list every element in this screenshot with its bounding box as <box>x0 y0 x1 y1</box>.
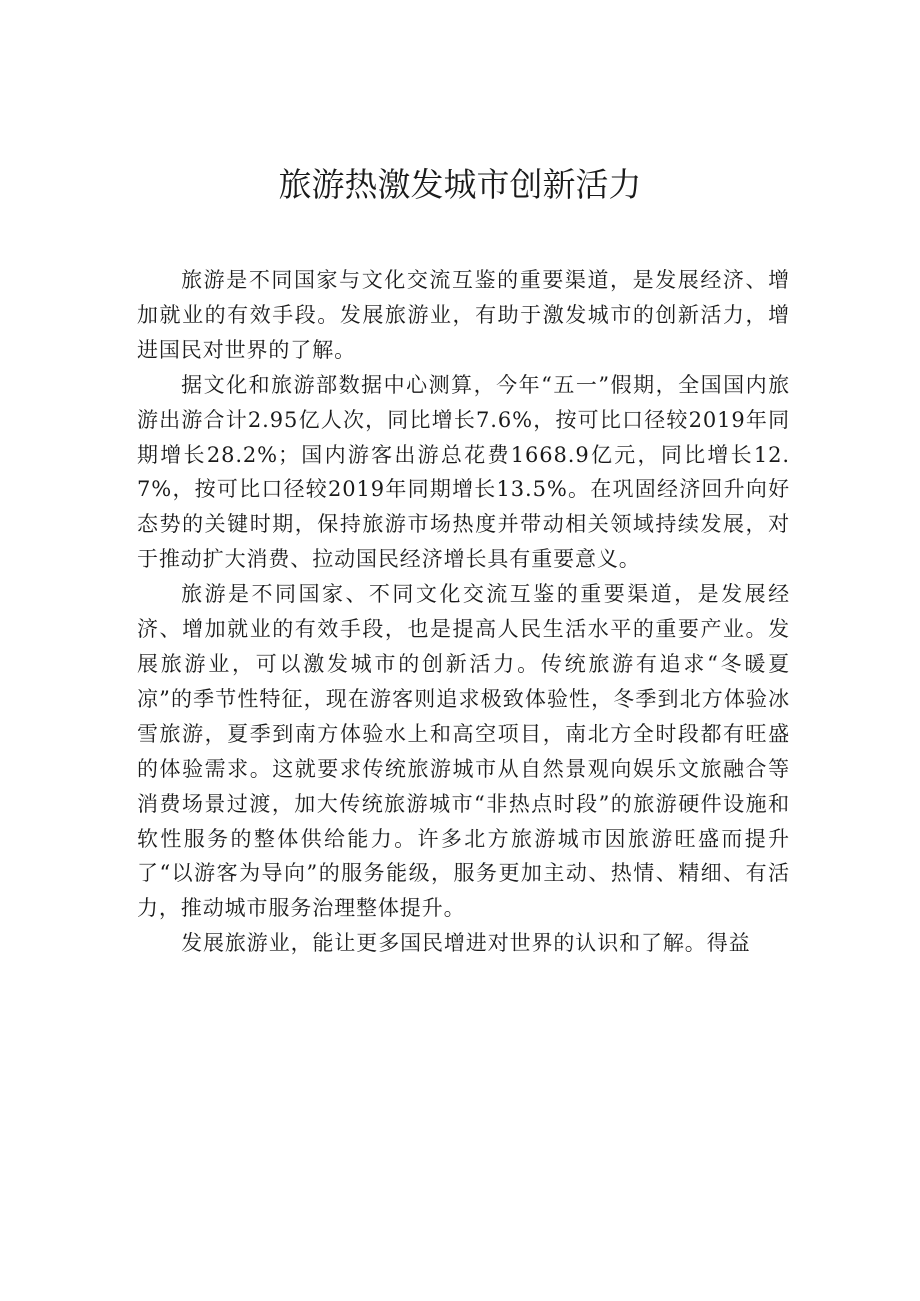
paragraph: 旅游是不同国家、不同文化交流互鉴的重要渠道，是发展经济、增加就业的有效手段，也是提高人民生活水平的重要产业。发展旅游业，可以激发城市的创新活力。传统旅游有追求“冬暖夏凉”的季节性特征，现在游客则追求极致体验性，冬季到北方体验冰雪旅游，夏季到南方体验水上和高空项目，南北方全时段都有旺盛的体验需求。这就要求传统旅游城市从自然景观向娱乐文旅融合等消费场景过渡，加大传统旅游城市“非热点时段”的旅游硬件设施和软性服务的整体供给能力。许多北方旅游城市因旅游旺盛而提升了“以游客为导向”的服务能级，服务更加主动、热情、精细、有活力，推动城市服务治理整体提升。 <box>137 582 790 921</box>
document-body <box>137 263 790 961</box>
document-title: 旅游热激发城市创新活力 <box>278 165 642 204</box>
paragraph: 发展旅游业，能让更多国民增进对世界的认识和了解。得益 <box>181 931 751 956</box>
paragraph: 旅游是不同国家与文化交流互鉴的重要渠道，是发展经济、增加就业的有效手段。发展旅游业，有助于激发城市的创新活力，增进国民对世界的了解。 <box>137 268 790 362</box>
paragraph: 据文化和旅游部数据中心测算，今年“五一”假期，全国国内旅游出游合计2.95亿人次，同比增长7.6%，按可比口径较2019年同期增长28.2%；国内游客出游总花费1668.9亿元，同比增长12.7%，按可比口径较2019年同期增长13.5%。在巩固经济回升向好态势的关键时期，保持旅游市场热度并带动相关领域持续发展，对于推动扩大消费、拉动国民经济增长具有重要意义。 <box>137 372 790 572</box>
